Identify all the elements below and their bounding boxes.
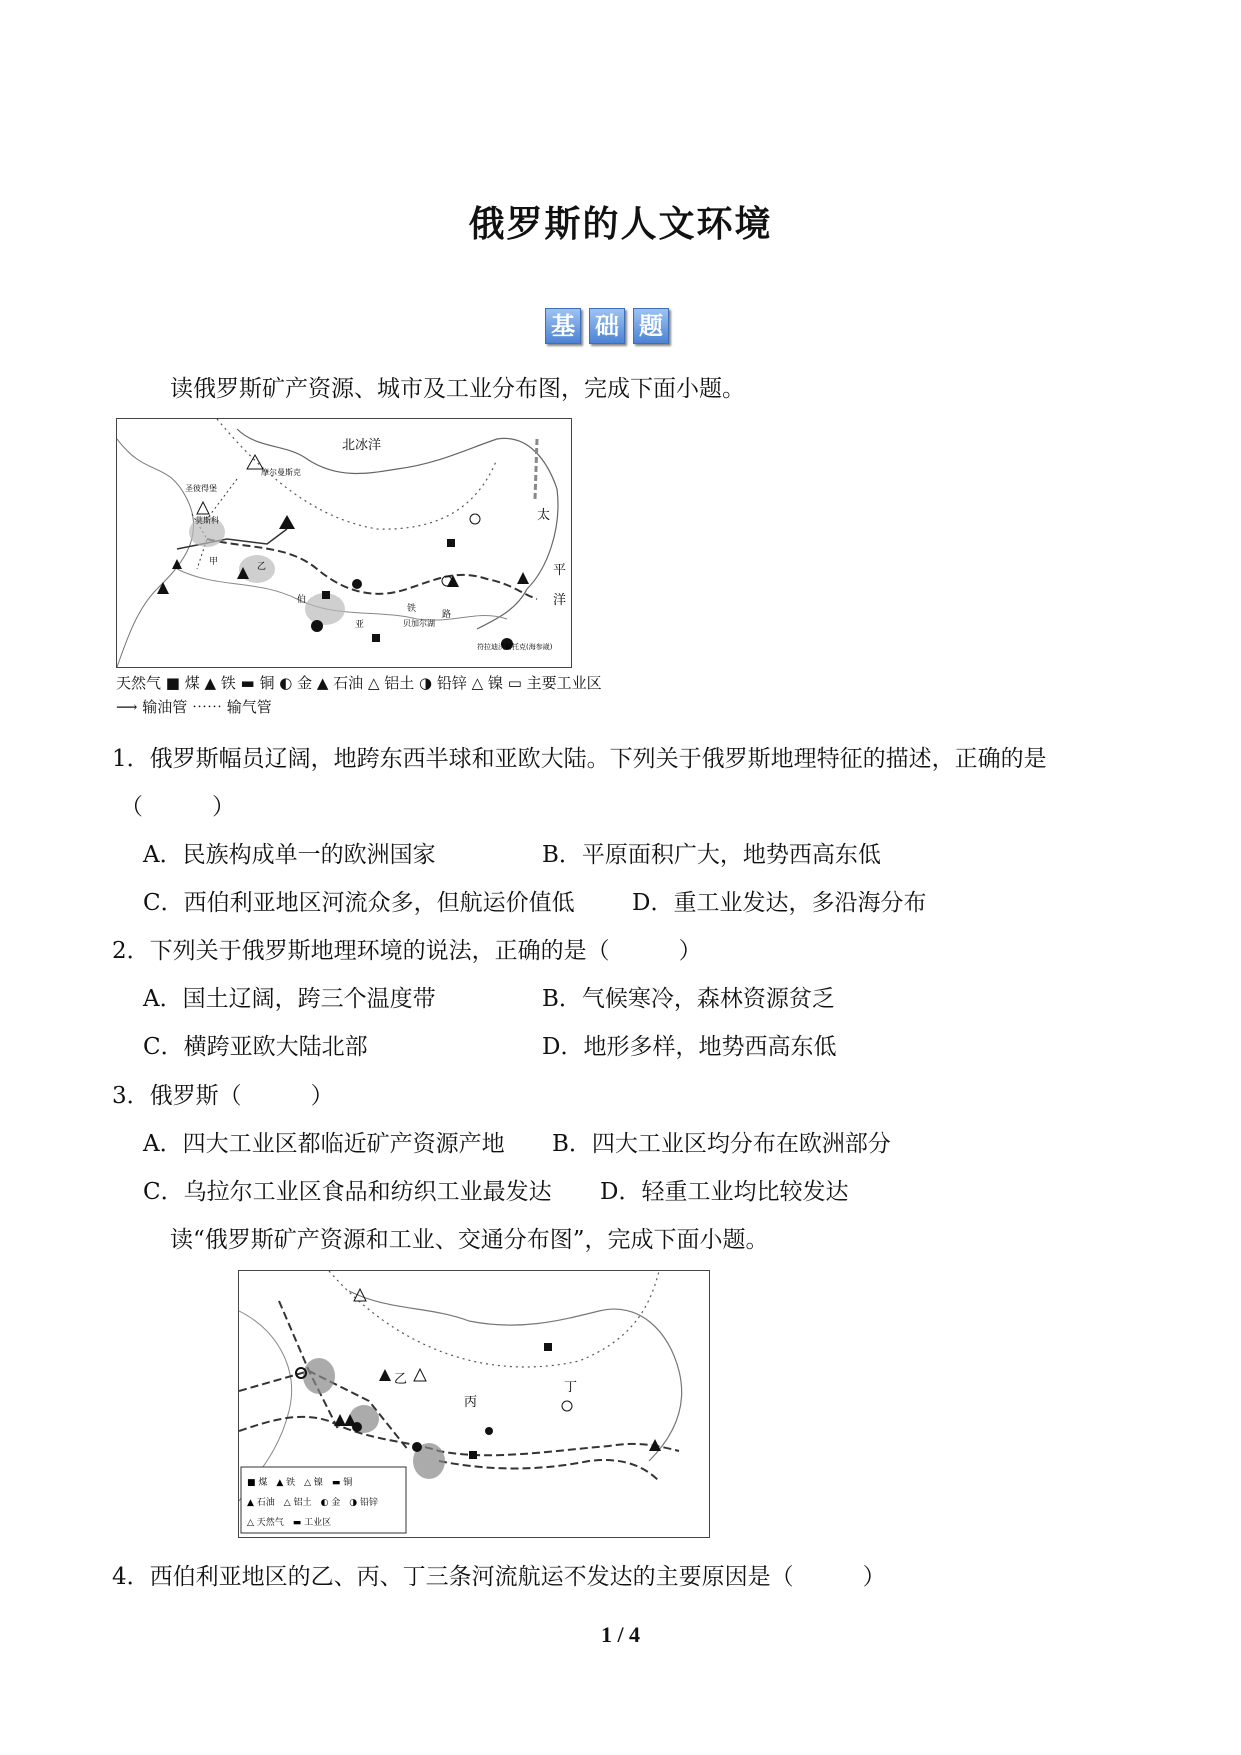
q3-option-c: C．乌拉尔工业区食品和纺织工业最发达 <box>143 1179 552 1205</box>
map1-label-murmansk: 摩尔曼斯克 <box>261 468 301 477</box>
section-badge <box>545 308 669 344</box>
badge-char: 题 <box>633 308 669 344</box>
q3-stem: 3．俄罗斯（ ） <box>112 1083 334 1109</box>
map1-label-vladivostok: 符拉迪沃斯托克(海参崴) <box>477 643 553 651</box>
q2-stem: 2．下列关于俄罗斯地理环境的说法，正确的是（ ） <box>112 938 702 964</box>
q2-option-a: A．国土辽阔，跨三个温度带 <box>143 986 436 1012</box>
map1-label-pacific-2: 平 <box>553 563 567 578</box>
intro-text-1: 读俄罗斯矿产资源、城市及工业分布图，完成下面小题。 <box>170 376 745 402</box>
map1-label-bo: 伯 <box>297 595 307 605</box>
q1-stem: 1．俄罗斯幅员辽阔，地跨东西半球和亚欧大陆。下列关于俄罗斯地理特征的描述，正确的是 <box>112 746 1047 772</box>
map1-label-pacific-3: 洋 <box>553 593 567 608</box>
q1-option-d: D．重工业发达，多沿海分布 <box>632 890 927 916</box>
map1-label-tie: 铁 <box>407 604 417 614</box>
q3-option-a: A．四大工业区都临近矿产资源产地 <box>143 1131 505 1157</box>
q3-option-d: D．轻重工业均比较发达 <box>600 1179 849 1205</box>
page-title: 俄罗斯的人文环境 <box>468 204 773 245</box>
intro-text-2: 读“俄罗斯矿产资源和工业、交通分布图”，完成下面小题。 <box>170 1227 769 1253</box>
q1-option-b: B．平原面积广大，地势西高东低 <box>542 842 881 868</box>
map1-label-pacific-1: 太 <box>537 508 551 523</box>
q1-paren: （ ） <box>120 794 235 820</box>
page-number: 1 / 4 <box>600 1622 641 1647</box>
badge-char: 基 <box>545 308 581 344</box>
map1-legend-row-2: ⟶ 输油管 ⋯⋯ 输气管 <box>116 698 272 716</box>
russia-mineral-map-2 <box>238 1270 710 1538</box>
map1-label-ya: 亚 <box>355 620 365 630</box>
map1-label-yi: 乙 <box>257 562 267 572</box>
q2-option-c: C．横跨亚欧大陆北部 <box>143 1034 368 1060</box>
map2-legend-row-2: ▲ 石油 △ 铝土 ◐ 金 ◑ 铅锌 <box>247 1498 378 1508</box>
map-1-graphic <box>117 419 571 667</box>
badge-char: 础 <box>589 308 625 344</box>
q4-stem: 4．西伯利亚地区的乙、丙、丁三条河流航运不发达的主要原因是（ ） <box>112 1564 886 1590</box>
map1-label-stpetersburg: 圣彼得堡 <box>185 484 217 493</box>
map-2-graphic <box>239 1271 709 1537</box>
map1-label-lu: 路 <box>442 610 452 620</box>
map2-legend-row-3: △ 天然气 ▬ 工业区 <box>247 1518 332 1528</box>
map2-label-ding: 丁 <box>564 1380 578 1395</box>
map1-label-jia: 甲 <box>209 557 219 567</box>
map1-label-baikal: 贝加尔湖 <box>403 619 435 628</box>
q2-option-b: B．气候寒冷，森林资源贫乏 <box>542 986 835 1012</box>
map1-legend-row-1: 天然气 ■ 煤 ▲ 铁 ▬ 铜 ◐ 金 ▲ 石油 △ 铝土 ◑ 铅锌 △ 镍 ▭ 主要工业区 <box>116 674 602 692</box>
russia-mineral-map-1 <box>116 418 572 668</box>
q1-option-a: A．民族构成单一的欧洲国家 <box>143 842 436 868</box>
map1-label-arctic: 北冰洋 <box>342 438 382 453</box>
q2-option-d: D．地形多样，地势西高东低 <box>542 1034 837 1060</box>
map2-legend-row-1: ■ 煤 ▲ 铁 △ 镍 ▬ 铜 <box>247 1478 353 1488</box>
map2-label-yi: 乙 <box>394 1372 408 1387</box>
map2-label-bing: 丙 <box>464 1395 478 1410</box>
map1-label-moscow: 莫斯科 <box>195 516 219 525</box>
q3-option-b: B．四大工业区均分布在欧洲部分 <box>552 1131 891 1157</box>
q1-option-c: C．西伯利亚地区河流众多，但航运价值低 <box>143 890 575 916</box>
